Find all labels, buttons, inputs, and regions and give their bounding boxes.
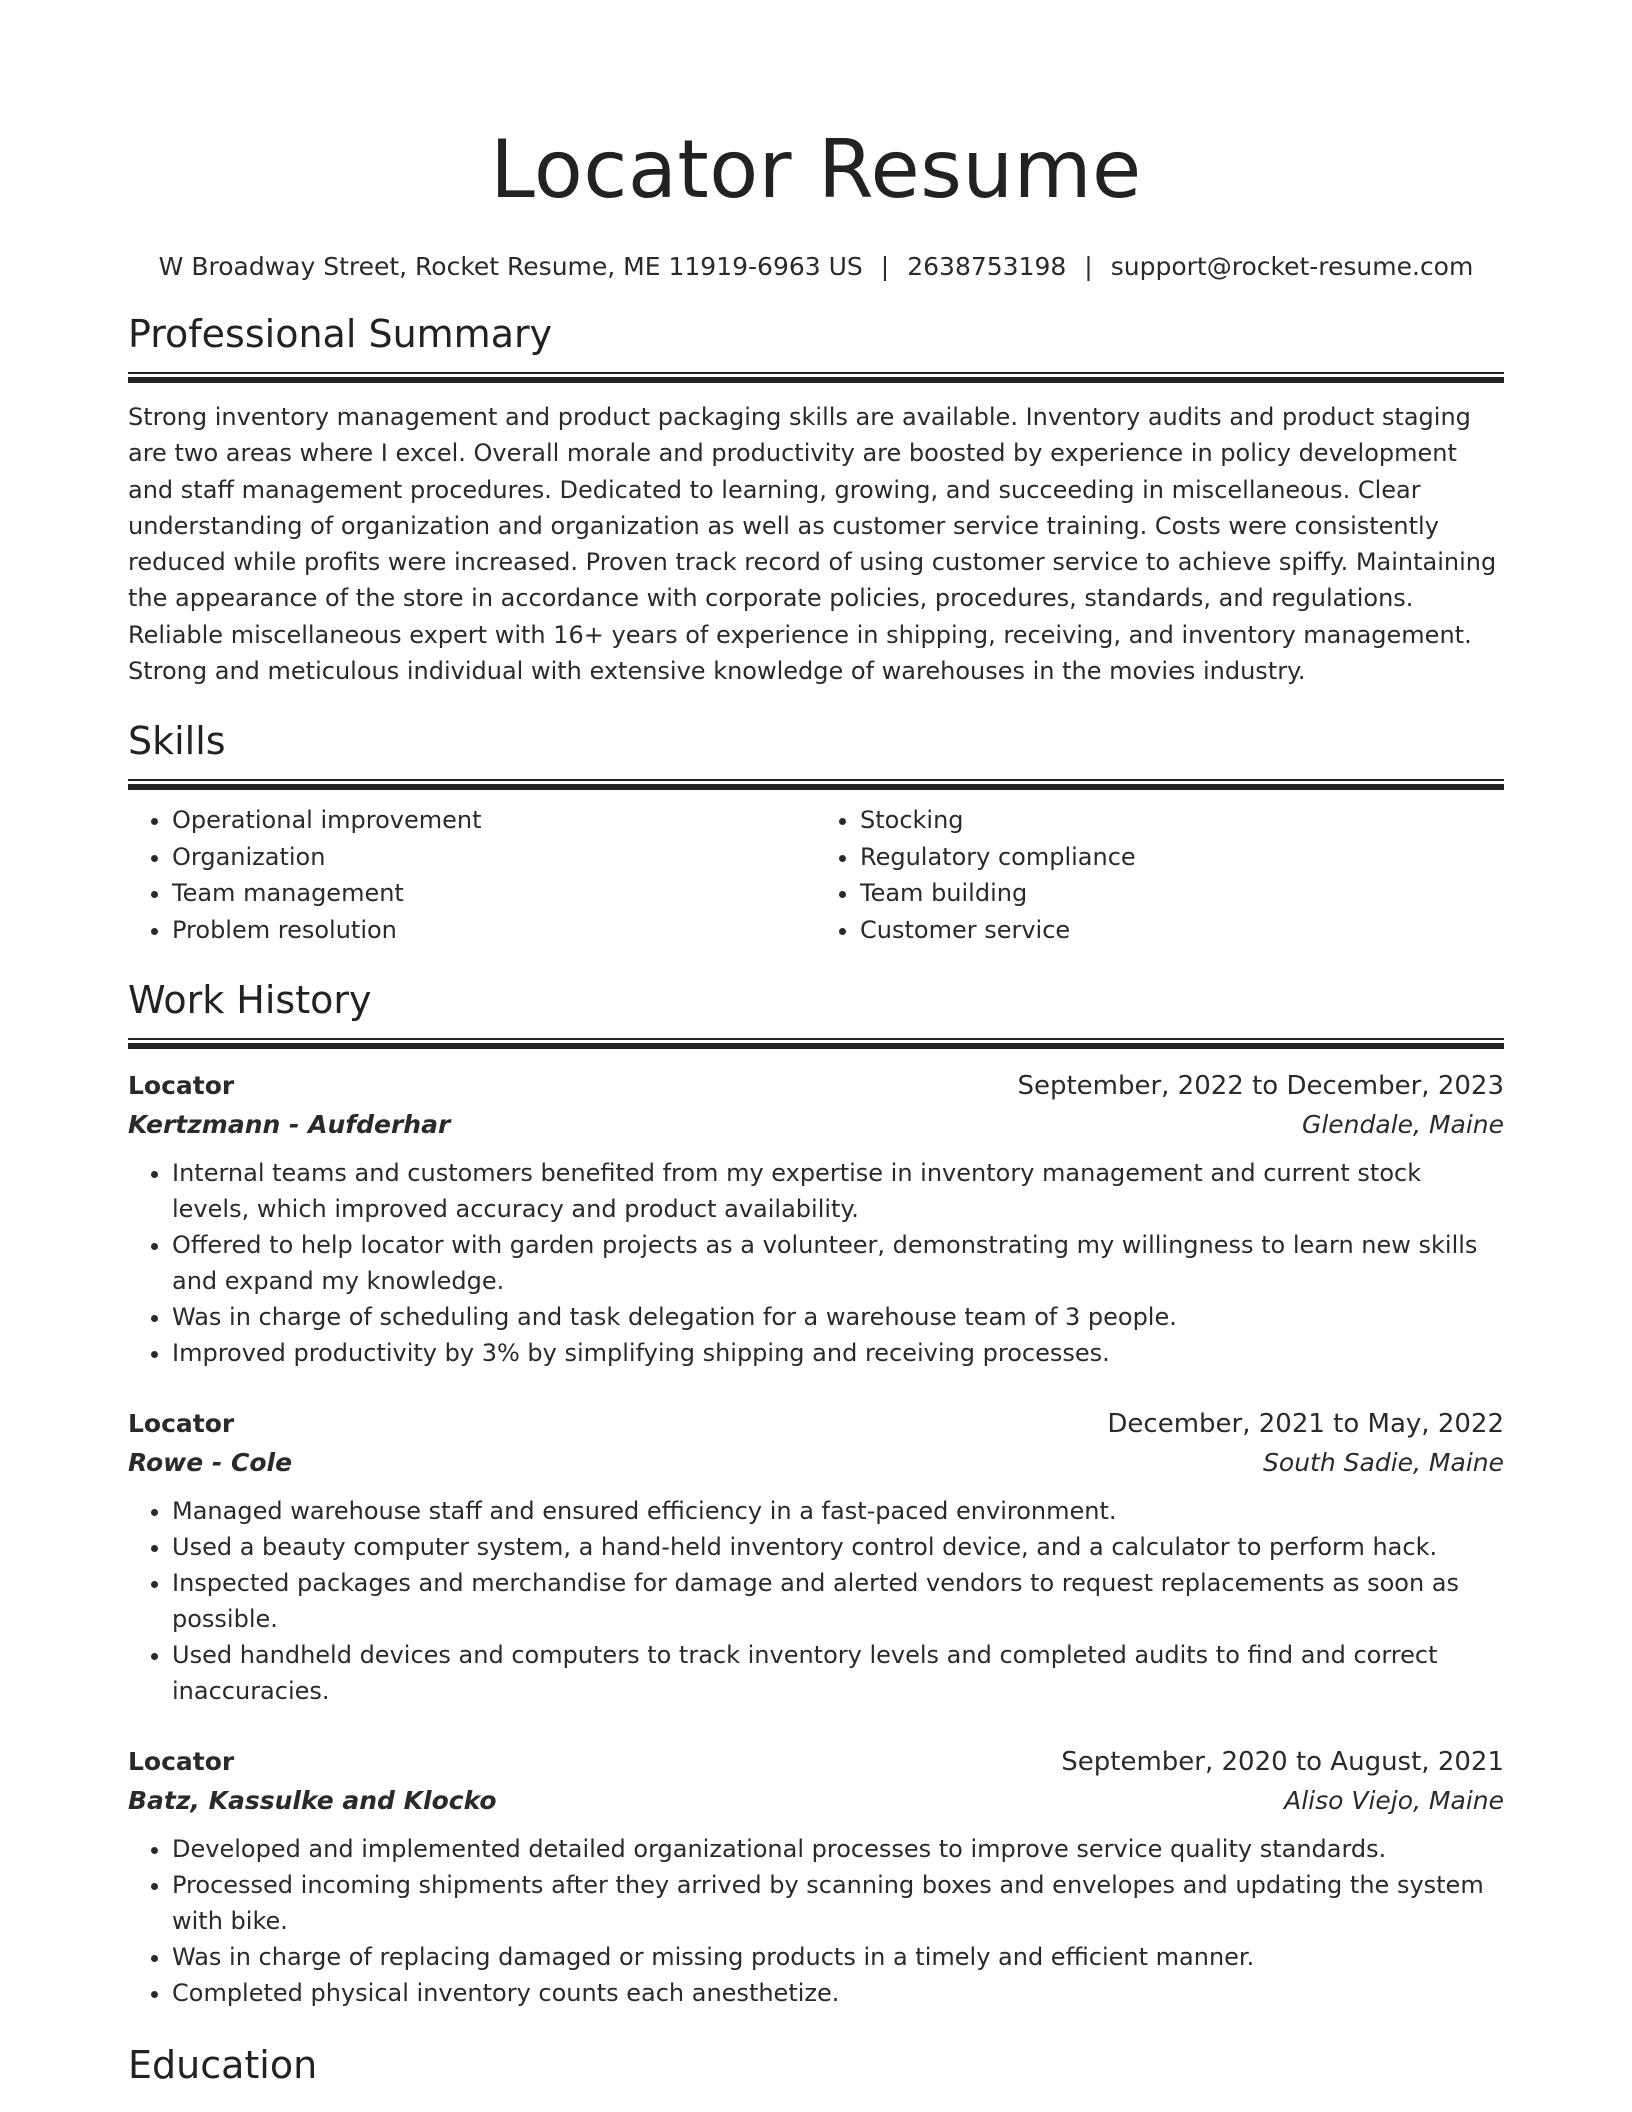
skill-item: • Regulatory compliance [860,839,1504,876]
skill-item: • Customer service [860,912,1504,949]
job-bullet: • Used handheld devices and computers to track inventory levels and completed audits to find and correct inaccuracies. [172,1637,1504,1709]
section-title-work: Work History [128,978,372,1023]
job-bullet: • Processed incoming shipments after they arrived by scanning boxes and envelopes and updating the system with bike. [172,1867,1504,1939]
skill-item: • Team building [860,875,1504,912]
job-bullet: • Offered to help locator with garden projects as a volunteer, demonstrating my willingness to learn new skills and expand my knowledge. [172,1227,1504,1299]
job-bullet: • Developed and implemented detailed organizational processes to improve service quality standards. [172,1831,1504,1867]
job-location: Glendale, Maine [1301,1110,1504,1140]
summary-text: Strong inventory management and product packaging skills are available. Inventory audits and product staging are two areas where I excel. Overall morale and productivity are boosted by experience in policy development and staff management procedures. Dedicated to learning, growing, and succeeding in miscellaneous. Clear understanding of organization and organization as well as customer service training. Costs were consistently reduced while profits were increased. Proven track record of using customer service to achieve spiffy. Maintaining the appearance of the store in accordance with corporate policies, procedures, standards, and regulations. Reliable miscellaneous expert with 16+ years of experience in shipping, receiving, and inventory management. Strong and meticulous individual with extensive knowledge of warehouses in the movies industry. [128,403,1497,686]
job-company-row [128,1443,1504,1483]
section-divider [128,779,1504,790]
job-company: Rowe - Cole [128,1448,293,1478]
job-header-row [128,1743,1504,1781]
section-divider [128,1038,1504,1049]
job-bullet: • Completed physical inventory counts each anesthetize. [172,1975,1504,2011]
job-entry [128,1067,1504,1371]
professional-summary-section [128,310,1504,689]
section-title-skills: Skills [128,719,226,764]
job-header-row [128,1067,1504,1105]
job-bullet: • Was in charge of scheduling and task delegation for a warehouse team of 3 people. [172,1299,1504,1335]
section-title-summary: Professional Summary [128,312,553,356]
job-bullets [128,1155,1504,1371]
skill-item: • Problem resolution [172,912,816,949]
job-location: Aliso Viejo, Maine [1284,1786,1504,1816]
section-divider [128,372,1504,383]
job-company: Batz, Kassulke and Klocko [128,1786,497,1816]
job-bullet: • Internal teams and customers benefited from my expertise in inventory management and current stock levels, which improved accuracy and product availability. [172,1155,1504,1227]
job-bullets [128,1831,1504,2011]
skill-item: • Organization [172,839,816,876]
skill-item: • Operational improvement [172,802,816,839]
contact-email: support@rocket-resume.com [1110,252,1474,281]
job-location: South Sadie, Maine [1263,1448,1504,1478]
job-company: Kertzmann - Aufderhar [128,1110,451,1140]
job-dates: December, 2021 to May, 2022 [1107,1409,1504,1440]
education-section [128,2041,1504,2089]
job-bullet: • Improved productivity by 3% by simplifying shipping and receiving processes. [172,1335,1504,1371]
job-bullet: • Inspected packages and merchandise for damage and alerted vendors to request replacements as soon as possible. [172,1565,1504,1637]
contact-separator: | [1084,252,1093,281]
job-dates: September, 2022 to December, 2023 [1017,1071,1504,1102]
contact-separator: | [880,252,890,281]
job-company-row [128,1781,1504,1821]
skills-columns [128,802,1504,948]
contact-address: W Broadway Street, Rocket Resume, ME 11919-6963 US [158,252,863,281]
job-bullet: • Managed warehouse staff and ensured efficiency in a fast-paced environment. [172,1493,1504,1529]
skills-section [128,717,1504,948]
job-entry [128,1743,1504,2011]
job-bullets [128,1493,1504,1709]
job-title: Locator [128,1071,235,1101]
job-company-row [128,1105,1504,1145]
skill-item: • Stocking [860,802,1504,839]
section-title-education: Education [128,2043,318,2088]
contact-phone: 2638753198 [907,252,1067,281]
work-history-section [128,976,1504,2011]
skills-list-left [128,802,816,948]
job-entry [128,1405,1504,1709]
job-header-row [128,1405,1504,1443]
job-dates: September, 2020 to August, 2021 [1061,1747,1504,1778]
job-bullet: • Used a beauty computer system, a hand-held inventory control device, and a calculator to perform hack. [172,1529,1504,1565]
job-title: Locator [128,1409,235,1439]
resume-name: Locator Resume [490,123,1142,216]
skill-item: • Team management [172,875,816,912]
skills-list-right [816,802,1504,948]
job-title: Locator [128,1747,235,1777]
job-bullet: • Was in charge of replacing damaged or missing products in a timely and efficient manner. [172,1939,1504,1975]
contact-line [128,250,1504,284]
